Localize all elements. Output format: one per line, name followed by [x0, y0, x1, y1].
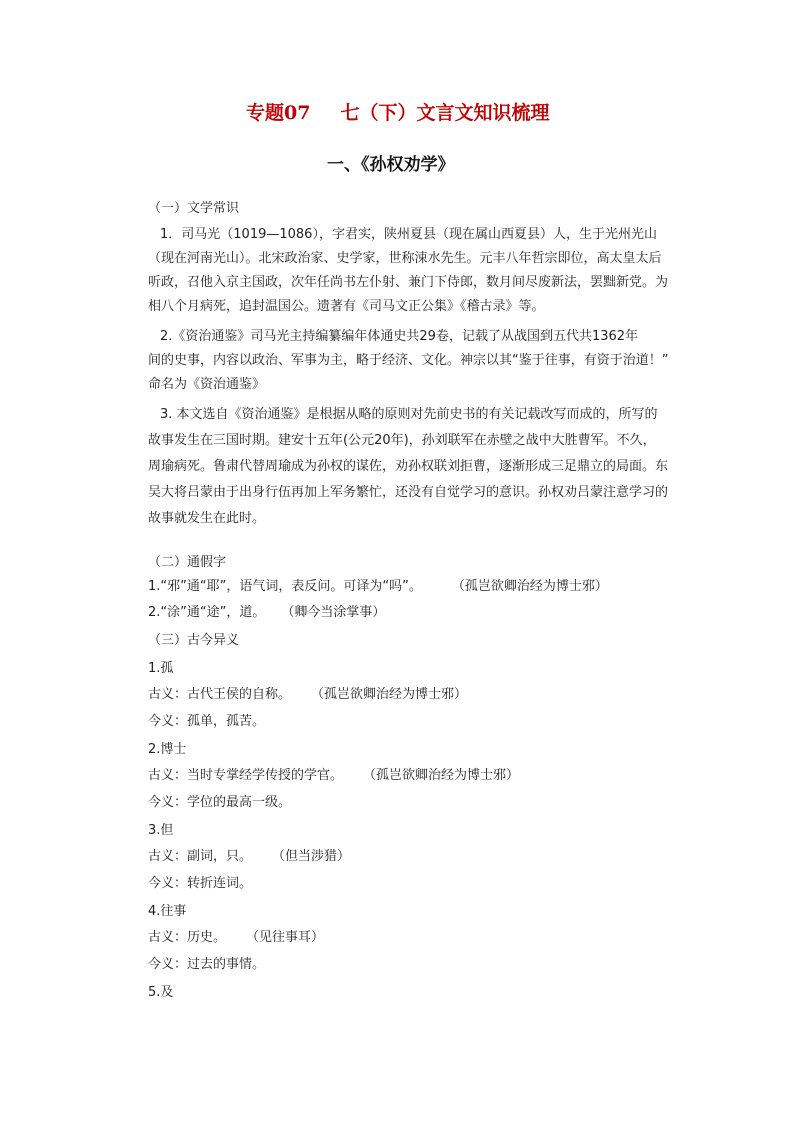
term-word: 3.但: [148, 823, 174, 838]
paragraph-line: 听政，召他入京主国政，次年任尚书左仆射、兼门下侍郎，数月间尽废新法，罢黜新党。为: [148, 275, 669, 290]
term-modern: 今义：转折连词。: [148, 876, 253, 891]
term-source: （孤岂欲卿治经为博士邪）: [311, 687, 468, 702]
tongjia-text: 2.“涂”通“途”，道。: [148, 605, 266, 620]
paragraph-line: 相八个月病死，追封温国公。遗著有《司马文正公集》《稽古录》等。: [148, 299, 545, 314]
term-modern: 今义：过去的事情。: [148, 957, 266, 972]
tongjia-text: 1.“邪”通“耶”，语气词，表反问。可译为“吗”。: [148, 579, 422, 594]
term-ancient: 古义：历史。 （见往事耳）: [148, 930, 325, 945]
term-word: 4.往事: [148, 904, 187, 919]
paragraph-line: 间的史事，内容以政治、军事为主，略于经济、文化。神宗以其“鉴于往事，有资于治道！”: [148, 353, 669, 368]
term-ancient: 古义：副词，只。 （但当涉猎）: [148, 849, 351, 864]
topic-number: 专题07: [246, 102, 311, 124]
paragraph-line: （现在河南光山）。北宋政治家、史学家，世称涑水先生。元丰八年哲宗即位，高太皇太后: [148, 251, 662, 266]
topic-title: 七（下）文言文知识梳理: [340, 102, 550, 124]
term-word: 2.博士: [148, 742, 187, 757]
paragraph-line: 命名为《资治通鉴》: [148, 377, 266, 392]
tongjia-source: （孤岂欲卿治经为博士邪）: [451, 579, 608, 594]
section-title: 一、《孙权劝学》: [327, 155, 455, 175]
tongjia-item: [148, 578, 608, 596]
paragraph-line: 3. 本文选自《资治通鉴》是根据从略的原则对先前史书的有关记载改写而成的，所写的: [160, 407, 658, 422]
term-source: （孤岂欲卿治经为博士邪）: [363, 768, 520, 783]
paragraph-line: 2.《资治通鉴》司马光主持编纂编年体通史共29卷，记载了从战国到五代共1362年: [160, 329, 639, 344]
term-modern: 今义：学位的最高一级。: [148, 795, 292, 810]
paragraph-line: 1．司马光（1019—1086），字君实，陕州夏县（现在属山西夏县）人，生于光州光山: [160, 227, 657, 242]
paragraph-line: 周瑜病死。鲁肃代替周瑜成为孙权的谋佐，劝孙权联刘拒曹，逐渐形成三足鼎立的局面。东: [148, 459, 669, 474]
term-word: 1.孤: [148, 661, 174, 676]
term-source: （但当涉猎）: [272, 849, 351, 864]
paragraph-line: 故事发生在三国时期。建安十五年(公元20年)，孙刘联军在赤壁之战中大胜曹军。不久，: [148, 433, 656, 448]
term-word: 5.及: [148, 985, 174, 1000]
subsection-heading-literature: （一）文学常识: [148, 201, 240, 216]
subsection-heading-tongjia: （二）通假字: [148, 555, 227, 570]
term-modern: 今义：孤单，孤苦。: [148, 714, 266, 729]
term-ancient: 古义：当时专掌经学传授的学官。 （孤岂欲卿治经为博士邪）: [148, 768, 520, 783]
term-ancient: 古义：古代王侯的自称。 （孤岂欲卿治经为博士邪）: [148, 687, 468, 702]
tongjia-source: （卿今当涂掌事）: [281, 605, 386, 620]
tongjia-item: [148, 604, 385, 622]
paragraph-line: 吴大将吕蒙由于出身行伍再加上军务繁忙，还没有自觉学习的意识。孙权劝吕蒙注意学习的: [148, 485, 669, 500]
document-title: [246, 99, 606, 127]
paragraph-line: 故事就发生在此时。: [148, 511, 266, 526]
term-source: （见往事耳）: [246, 930, 325, 945]
subsection-heading-gujin: （三）古今异义: [148, 633, 240, 648]
